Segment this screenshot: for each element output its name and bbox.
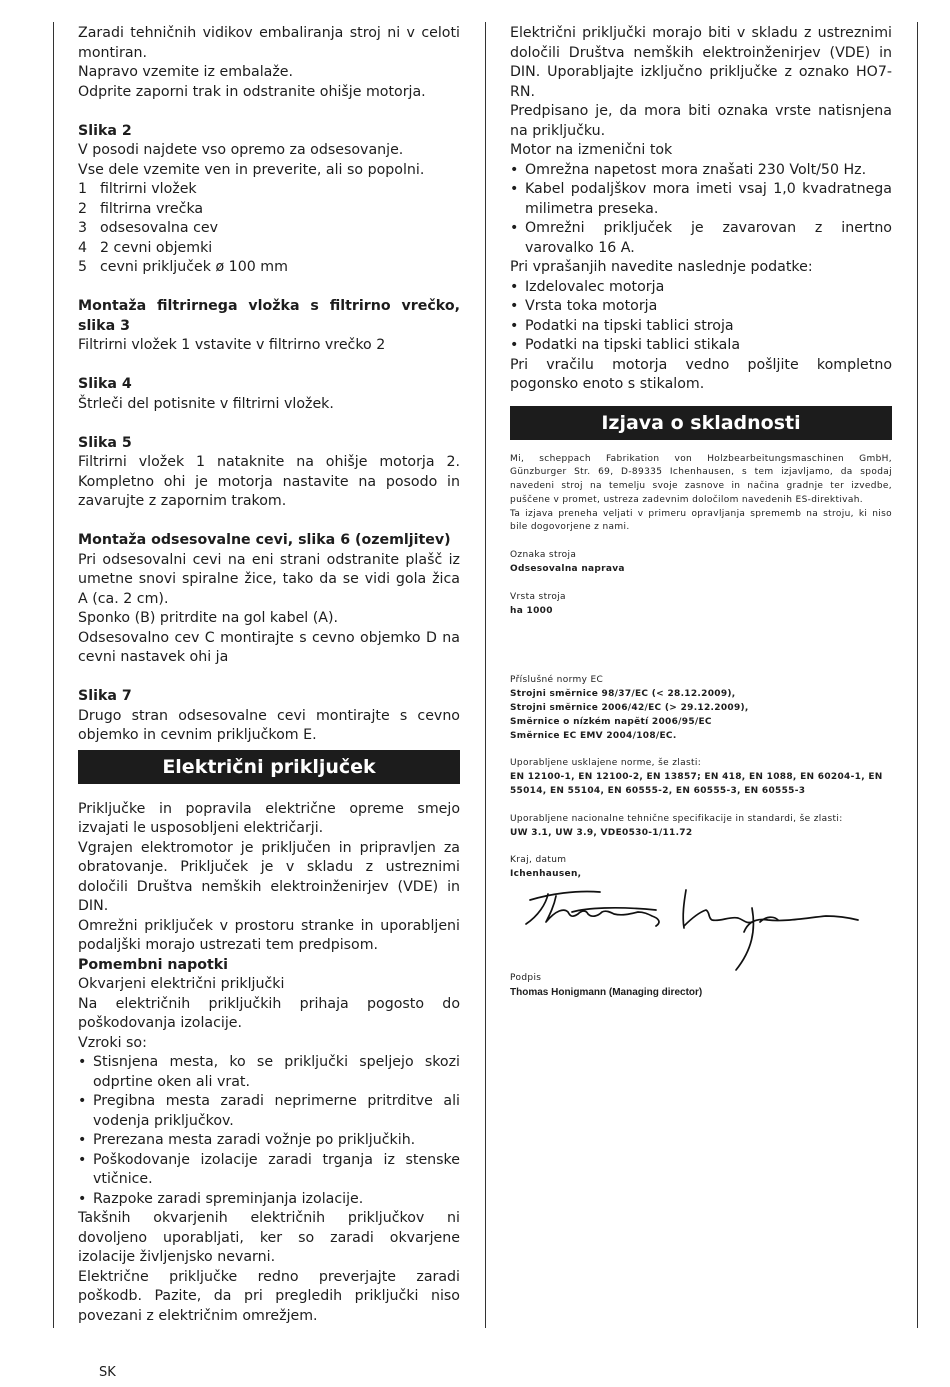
- section-heading: Pomembni napotki: [78, 956, 229, 973]
- harmonized-label: Uporabljene usklajene norme, še zlasti:: [510, 758, 702, 769]
- paragraph: Takšnih okvarjenih električnih priključkov ni dovoljeno uporabljati, ker so zaradi okvarjene izolacije življenjsko nevarni.: [78, 1210, 460, 1265]
- paragraph: Predpisano je, da mora biti oznaka vrste natisnjena na priključku.: [510, 103, 892, 139]
- paragraph: Drugo stran odsesovalne cevi montirajte s cevno objemko in cevnim priključkom E.: [78, 707, 460, 743]
- list-item: 3 odsesovalna cev: [78, 220, 219, 236]
- type-label: Vrsta stroja: [510, 591, 566, 602]
- column-rule-right: [917, 22, 918, 1328]
- paragraph: Vgrajen elektromotor je priključen in pripravljen za obratovanje. Priključek je v skladu z ustreznimi določili Društva nemških elektroinženirjev (VDE) in DIN.: [78, 839, 460, 914]
- paragraph: Okvarjeni električni priključki: [78, 976, 285, 992]
- bullet-item: • Podatki na tipski tablici stroja: [510, 317, 734, 334]
- paragraph: Vzroki so:: [78, 1034, 147, 1051]
- bullet-item: • Poškodovanje izolacije zaradi trganja iz stenske vtičnice.: [78, 1151, 460, 1187]
- section-heading: Slika 7: [78, 688, 132, 704]
- declaration-text: Ta izjava preneha veljati v primeru opravljanja sprememb na stroju, ki niso bile dogovorjene z nami.: [510, 508, 892, 533]
- right-column: [510, 24, 892, 1000]
- bullet-item: • Prerezana mesta zaradi vožnje po priključkih.: [78, 1132, 416, 1148]
- bullet-item: • Razpoke zaradi spreminjanja izolacije.: [78, 1190, 364, 1207]
- paragraph: Motor na izmenični tok: [510, 142, 673, 158]
- norm-item: Smĕrnice o nízkém napĕtí 2006/95/EC: [510, 716, 712, 727]
- paragraph: Na električnih priključkih prihaja pogosto do poškodovanja izolacije.: [78, 995, 460, 1031]
- signature-label: Podpis: [510, 973, 542, 984]
- national-value: UW 3.1, UW 3.9, VDE0530-1/11.72: [510, 827, 693, 838]
- bullet-item: • Stisnjena mesta, ko se priključki speljejo skozi odprtine oken ali vrat.: [78, 1054, 460, 1090]
- paragraph: Odsesovalno cev C montirajte s cevno objemko D na cevni nastavek ohi ja: [78, 629, 460, 665]
- paragraph: V posodi najdete vso opremo za odsesovanje.: [78, 142, 404, 158]
- bullet-item: • Omrežni priključek je zavarovan z inertno varovalko 16 A.: [510, 220, 892, 256]
- paragraph: Električne priključke redno preverjajte zaradi poškodb. Pazite, da pri pregledih priključki niso povezani z električnim omrežjem.: [78, 1268, 460, 1324]
- norm-item: Strojni smĕrnice 2006/42/EC (> 29.12.2009),: [510, 703, 749, 714]
- paragraph: Omrežni priključek v prostoru stranke in uporabljeni podaljški morajo ustrezati tem predpisom.: [78, 917, 460, 953]
- column-rule-middle: [485, 22, 486, 1328]
- section-heading: Slika 2: [78, 122, 132, 139]
- list-item: 4 2 cevni objemki: [78, 239, 213, 256]
- bullet-item: • Vrsta toka motorja: [510, 298, 658, 314]
- conformity-title: Izjava o skladnosti: [510, 406, 892, 440]
- bullet-item: • Kabel podaljškov mora imeti vsaj 1,0 kvadratnega milimetra preseka.: [510, 181, 892, 217]
- section-heading: Montaža filtrirnega vložka s filtrirno vrečko, slika 3: [78, 298, 460, 334]
- paragraph: Pri vračilu motorja vedno pošljite kompletno pogonsko enoto s stikalom.: [510, 356, 892, 392]
- machine-label: Oznaka stroja: [510, 550, 577, 561]
- section-heading: Slika 5: [78, 434, 132, 451]
- left-column: [78, 24, 460, 1326]
- paragraph: Vse dele vzemite ven in preverite, ali so popolni.: [78, 161, 425, 178]
- norm-item: Strojni smĕrnice 98/37/EC (< 28.12.2009),: [510, 689, 736, 700]
- type-value: ha 1000: [510, 605, 553, 616]
- bullet-item: • Podatki na tipski tablici stikala: [510, 337, 741, 353]
- paragraph: Pri odsesovalni cevi na eni strani odstranite plašč iz umetne snovi spiralne žice, tako da se vidi gola žica A (ca. 2 cm).: [78, 551, 460, 607]
- paragraph: Pri vprašanjih navedite naslednje podatke:: [510, 259, 813, 275]
- section-heading: Slika 4: [78, 376, 132, 392]
- list-item: 2 filtrirna vrečka: [78, 200, 204, 217]
- norm-item: Smĕrnice EC EMV 2004/108/EC.: [510, 730, 677, 741]
- intro-paragraph: Zaradi tehničnih vidikov embaliranja stroj ni v celoti montiran.: [78, 25, 460, 61]
- paragraph: Štrleči del potisnite v filtrirni vložek.: [78, 395, 334, 412]
- place-value: Ichenhausen,: [510, 869, 582, 880]
- list-item: 5 cevni priključek ø 100 mm: [78, 259, 288, 275]
- bullet-item: • Omrežna napetost mora znašati 230 Volt/50 Hz.: [510, 161, 867, 178]
- signer-name: Thomas Honigmann (Managing director): [510, 986, 703, 998]
- place-label: Kraj, datum: [510, 855, 567, 866]
- harmonized-value: EN 12100-1, EN 12100-2, EN 13857; EN 418, EN 1088, EN 60204-1, EN 55014, EN 55104, EN 60555-2, EN 60555-3, EN 60555-3: [510, 772, 883, 797]
- electric-connection-title: Električni priključek: [78, 750, 460, 784]
- declaration-text: Mi, scheppach Fabrikation von Holzbearbeitungsmaschinen GmbH, Günzburger Str. 69, D-89335 Ichenhausen, s tem izjavljamo, da spodaj navedeni stroj na temelju svoje zasnove in načina gradnje ter izvedbe, puščene v promet, ustreza zadevnim določilom navedenih ES-direktivah.: [510, 453, 892, 505]
- paragraph: Sponko (B) pritrdite na gol kabel (A).: [78, 610, 339, 626]
- paragraph: Filtrirni vložek 1 nataknite na ohišje motorja 2. Kompletno ohi je motorja nastavite na posodo in zavarujte z zapornim trakom.: [78, 454, 460, 509]
- intro-paragraph: Odprite zaporni trak in odstranite ohišje motorja.: [78, 83, 426, 100]
- page-footer-lang: SK: [99, 1365, 116, 1380]
- bullet-item: • Izdelovalec motorja: [510, 278, 665, 295]
- national-label: Uporabljene nacionalne tehnične specifikacije in standardi, še zlasti:: [510, 813, 843, 824]
- intro-paragraph: Napravo vzemite iz embalaže.: [78, 64, 294, 80]
- machine-value: Odsesovalna naprava: [510, 564, 625, 575]
- paragraph: Električni priključki morajo biti v skladu z ustreznimi določili Društva nemških elektroinženirjev (VDE) in DIN. Uporabljajte izključno priključke z oznako HO7-RN.: [510, 25, 892, 100]
- bullet-item: • Pregibna mesta zaradi neprimerne pritrditve ali vodenja priključkov.: [78, 1093, 460, 1129]
- list-item: 1 filtrirni vložek: [78, 181, 197, 197]
- norms-label: Příslušné normy EC: [510, 675, 604, 686]
- column-rule-left: [53, 22, 54, 1328]
- section-heading: Montaža odsesovalne cevi, slika 6 (ozemljitev): [78, 532, 451, 548]
- paragraph: Filtrirni vložek 1 vstavite v filtrirno vrečko 2: [78, 337, 386, 353]
- handwritten-signature: [516, 882, 861, 972]
- paragraph: Priključke in popravila električne opreme smejo izvajati le usposobljeni električarji.: [78, 800, 460, 836]
